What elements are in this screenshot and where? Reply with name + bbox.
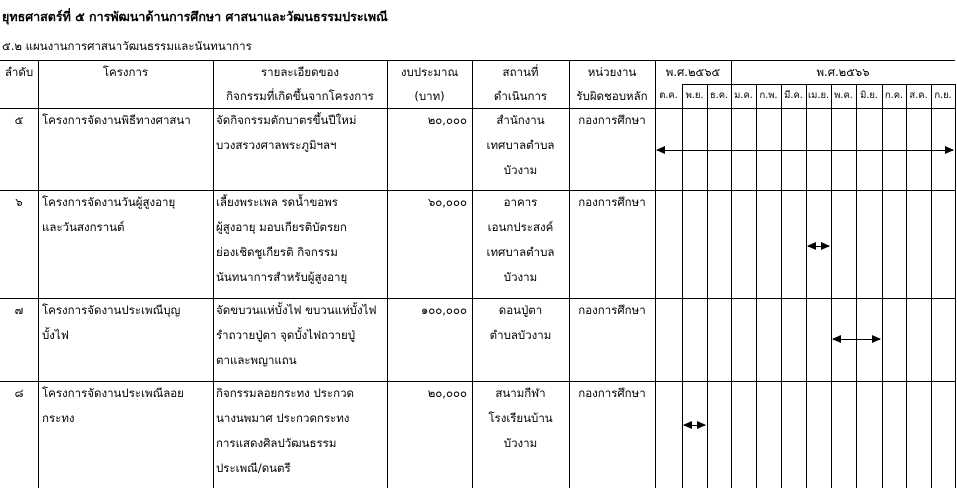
arrow-left-head	[832, 335, 841, 343]
row-number: ๖	[15, 195, 23, 209]
header-year-2565: พ.ศ.๒๕๖๕	[665, 65, 721, 79]
arrow-right-head	[872, 335, 881, 343]
location: อาคาร	[503, 195, 538, 209]
schedule-arrow	[833, 339, 880, 340]
row-number: ๕	[14, 113, 24, 127]
project-name: และวันสงกรานต์	[42, 220, 125, 234]
activity-detail: จัดกิจกรรมตักบาตรขึ้นปีใหม่	[216, 113, 357, 127]
month-header: ต.ค.	[659, 90, 678, 101]
activity-detail: บวงสรวงศาลพระภูมิฯลฯ	[216, 138, 337, 152]
budget-amount: ๒๐,๐๐๐	[427, 386, 467, 400]
column-divider	[38, 60, 39, 488]
month-header: พ.ย.	[685, 90, 704, 101]
month-divider	[931, 84, 932, 488]
location: สำนักงาน	[496, 113, 545, 127]
location: บัวงาม	[503, 436, 538, 450]
header-detail-1: รายละเอียดของ	[260, 65, 340, 79]
month-divider	[856, 84, 857, 488]
row-number: ๗	[14, 303, 24, 317]
responsible-agency: กองการศึกษา	[578, 303, 646, 317]
project-name: โครงการจัดงานประเพณีบุญ	[42, 303, 181, 317]
row-number: ๘	[14, 386, 24, 400]
project-name: โครงการจัดงานพิธีทางศาสนา	[42, 113, 191, 127]
page-heading: ยุทธศาสตร์ที่ ๕ การพัฒนาด้านการศึกษา ศาสนาและวัฒนธรรมประเพณี	[2, 9, 388, 24]
activity-detail: ย่องเชิดชูเกียรติ กิจกรรม	[216, 245, 338, 259]
schedule-arrow	[657, 150, 953, 151]
responsible-agency: กองการศึกษา	[578, 113, 646, 127]
arrow-right-head	[821, 242, 830, 250]
schedule-arrow	[684, 425, 705, 426]
month-divider	[955, 84, 956, 488]
column-divider	[213, 60, 214, 488]
budget-amount: ๖๐,๐๐๐	[427, 195, 467, 209]
budget-amount: ๒๐,๐๐๐	[427, 113, 467, 127]
schedule-arrow	[808, 246, 829, 247]
location: เทศบาลตำบล	[486, 245, 555, 259]
arrow-left-head	[807, 242, 816, 250]
activity-detail: จัดขบวนแห่บั้งไฟ ขบวนแห่บั้งไฟ	[216, 303, 377, 317]
header-agency-2: รับผิดชอบหลัก	[576, 89, 648, 103]
project-name: โครงการจัดงานวันผู้สูงอายุ	[42, 195, 176, 209]
month-header: มี.ค.	[784, 90, 803, 101]
month-header: ก.ค.	[884, 90, 904, 101]
arrow-left-head	[656, 146, 665, 154]
month-header: ส.ค.	[909, 90, 928, 101]
column-divider	[655, 60, 656, 488]
activity-detail: นางนพมาศ ประกวดกระทง	[216, 411, 350, 425]
month-divider	[882, 84, 883, 488]
month-header: ธ.ค.	[709, 90, 729, 101]
month-divider	[806, 84, 807, 488]
project-name: กระทง	[42, 411, 75, 425]
budget-amount: ๑๐๐,๐๐๐	[420, 303, 467, 317]
header-detail-2: กิจกรรมที่เกิดขึ้นจากโครงการ	[226, 89, 374, 103]
arrow-right-head	[697, 421, 706, 429]
header-no: ลำดับ	[4, 65, 34, 79]
activity-detail: การแสดงศิลปวัฒนธรรม	[216, 436, 337, 450]
project-name: โครงการจัดงานประเพณีลอย	[42, 386, 184, 400]
header-budget-1: งบประมาณ	[400, 65, 459, 79]
location: บัวงาม	[503, 270, 538, 284]
header-project: โครงการ	[102, 65, 149, 79]
month-header: เม.ย.	[807, 90, 830, 101]
header-budget-2: (บาท)	[414, 89, 445, 103]
activity-detail: ผู้สูงอายุ มอบเกียรติบัตรยก	[216, 220, 347, 234]
project-name: บั้งไฟ	[42, 328, 69, 342]
location: ตำบลบัวงาม	[489, 328, 552, 342]
activity-detail: กิจกรรมลอยกระทง ประกวด	[216, 386, 354, 400]
month-header: มิ.ย.	[860, 90, 878, 101]
activity-detail: รำถวายปู่ตา จุดบั้งไฟถวายปู่	[216, 328, 356, 342]
location: ดอนปู่ตา	[498, 303, 543, 317]
location: บัวงาม	[503, 163, 538, 177]
month-divider	[731, 60, 732, 488]
month-divider	[831, 84, 832, 488]
header-place-2: ดำเนินการ	[493, 89, 548, 103]
month-header: ก.ย.	[934, 90, 952, 101]
responsible-agency: กองการศึกษา	[578, 386, 646, 400]
activity-detail: ตาและพญาแถน	[216, 353, 297, 367]
page-subheading: ๕.๒ แผนงานการศาสนาวัฒนธรรมและนันทนาการ	[2, 39, 252, 53]
location: เทศบาลตำบล	[486, 138, 555, 152]
activity-detail: นันทนาการสำหรับผู้สูงอายุ	[216, 270, 348, 284]
month-header: ก.พ.	[759, 90, 778, 101]
month-divider	[756, 84, 757, 488]
location: โรงเรียนบ้าน	[488, 411, 553, 425]
header-year-2566: พ.ศ.๒๕๖๖	[816, 65, 870, 79]
month-header: พ.ค.	[834, 90, 853, 101]
responsible-agency: กองการศึกษา	[578, 195, 646, 209]
activity-detail: ประเพณี/ดนตรี	[216, 461, 291, 475]
month-divider	[906, 84, 907, 488]
activity-detail: เลี้ยงพระเพล รดน้ำขอพร	[216, 195, 338, 209]
header-place-1: สถานที่	[502, 65, 539, 79]
month-divider	[781, 84, 782, 488]
month-header: ม.ค.	[734, 90, 753, 101]
arrow-left-head	[683, 421, 692, 429]
header-agency-1: หน่วยงาน	[587, 65, 637, 79]
location: เอนกประสงค์	[487, 220, 554, 234]
location: สนามกีฬา	[495, 386, 546, 400]
arrow-right-head	[945, 146, 954, 154]
month-divider	[707, 84, 708, 488]
